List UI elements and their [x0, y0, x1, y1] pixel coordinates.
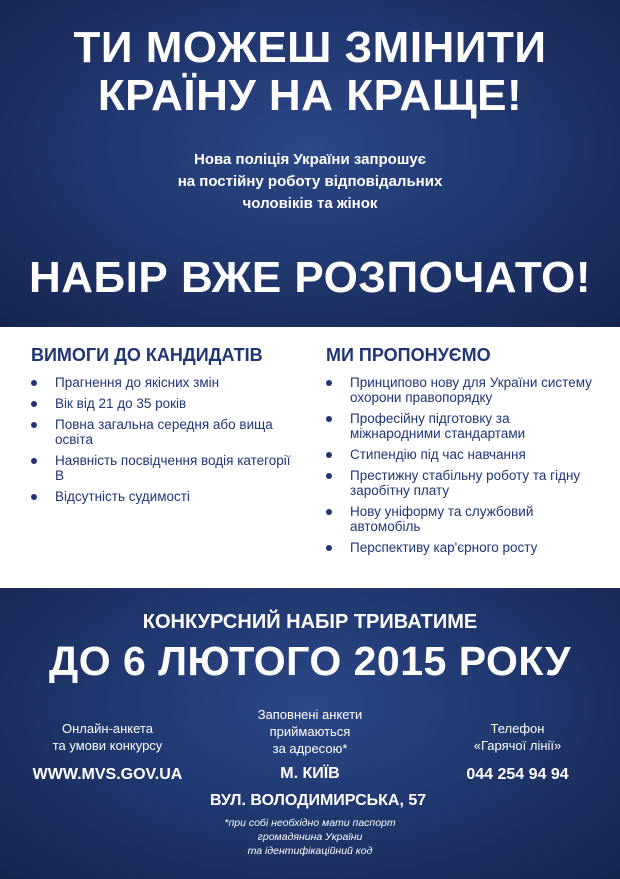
- intro-line: Нова поліція України запрошує: [194, 151, 426, 168]
- bullet-icon: [326, 452, 332, 458]
- hotline-label: [435, 720, 600, 754]
- list-item: [31, 453, 301, 483]
- list-item: [326, 468, 598, 498]
- list-item: [31, 489, 301, 504]
- contest-duration-line: КОНКУРСНИЙ НАБІР ТРИВАТИМЕ: [142, 611, 478, 633]
- bullet-icon: [326, 545, 332, 551]
- list-item: [326, 447, 598, 462]
- requirements-list: [31, 375, 301, 504]
- list-item-text: Відсутність судимості: [55, 489, 190, 504]
- list-item: [326, 540, 598, 555]
- hotline-label-line: «Гарячої лінії»: [473, 738, 562, 753]
- list-item-text: Професійну підготовку за міжнародними стандартами: [350, 411, 526, 441]
- footnote: [195, 816, 425, 858]
- intro-line: на постійну роботу відповідальних: [177, 173, 443, 190]
- online-form-block: [20, 720, 195, 785]
- intro-line: чоловіків та жінок: [242, 195, 378, 212]
- address-label: [210, 706, 410, 757]
- list-item: [326, 504, 598, 534]
- address-street: ВУЛ. ВОЛОДИМИРСЬКА, 57: [210, 792, 427, 809]
- footnote-line: громадянина України: [257, 831, 363, 843]
- list-item: [31, 375, 301, 390]
- header-section: [0, 0, 620, 327]
- offers-list: [326, 375, 598, 555]
- list-item-text: Наявність посвідчення водія категорії В: [55, 453, 291, 483]
- bullet-icon: [31, 422, 37, 428]
- address-label-line: Заповнені анкети: [257, 707, 363, 722]
- list-item-text: Вік від 21 до 35 років: [55, 396, 187, 411]
- requirements-title: ВИМОГИ ДО КАНДИДАТІВ: [31, 345, 263, 365]
- bullet-icon: [326, 416, 332, 422]
- hotline-block: [435, 720, 600, 785]
- bullet-icon: [326, 380, 332, 386]
- hotline-phone[interactable]: 044 254 94 94: [466, 766, 569, 783]
- recruitment-started-banner: НАБІР ВЖЕ РОЗПОЧАТО!: [29, 253, 591, 302]
- offers-column: [326, 344, 598, 561]
- list-item-text: Стипендію під час навчання: [350, 447, 526, 462]
- deadline-date: ДО 6 ЛЮТОГО 2015 РОКУ: [49, 638, 571, 684]
- bullet-icon: [31, 401, 37, 407]
- details-section: [0, 327, 620, 588]
- offers-title: МИ ПРОПОНУЄМО: [326, 345, 491, 365]
- bullet-icon: [326, 473, 332, 479]
- hotline-label-line: Телефон: [490, 721, 545, 736]
- list-item: [326, 411, 598, 441]
- bullet-icon: [31, 380, 37, 386]
- list-item-text: Нову уніформу та службовий автомобіль: [350, 504, 534, 534]
- footnote-line: *при собі необхідно мати паспорт: [224, 817, 396, 829]
- headline-line: КРАЇНУ НА КРАЩЕ!: [97, 71, 523, 120]
- list-item-text: Перспективу кар'єрного росту: [350, 540, 538, 555]
- list-item: [31, 396, 301, 411]
- intro-text: [0, 149, 620, 215]
- online-label-line: Онлайн-анкета: [62, 721, 153, 736]
- headline-line: ТИ МОЖЕШ ЗМІНИТИ: [73, 23, 547, 72]
- main-headline: [0, 24, 620, 120]
- online-label-line: та умови конкурсу: [52, 738, 163, 753]
- footer-section: [0, 588, 620, 879]
- bullet-icon: [31, 494, 37, 500]
- address-label-line: приймаються: [269, 724, 351, 739]
- online-form-label: [20, 720, 195, 754]
- address-block: [210, 706, 427, 811]
- list-item: [326, 375, 598, 405]
- requirements-column: [31, 344, 301, 510]
- bullet-icon: [326, 509, 332, 515]
- bullet-icon: [31, 458, 37, 464]
- address-label-line: за адресою*: [272, 741, 348, 756]
- list-item-text: Прагнення до якісних змін: [55, 375, 220, 390]
- website-link[interactable]: WWW.MVS.GOV.UA: [32, 766, 183, 783]
- footnote-line: та ідентифікаційний код: [247, 845, 373, 857]
- list-item: [31, 417, 301, 447]
- address-city: М. КИЇВ: [280, 765, 340, 782]
- list-item-text: Повна загальна середня або вища освіта: [55, 417, 273, 447]
- list-item-text: Принципово нову для України систему охорони правопорядку: [350, 375, 592, 405]
- list-item-text: Престижну стабільну роботу та гідну заробітну плату: [350, 468, 581, 498]
